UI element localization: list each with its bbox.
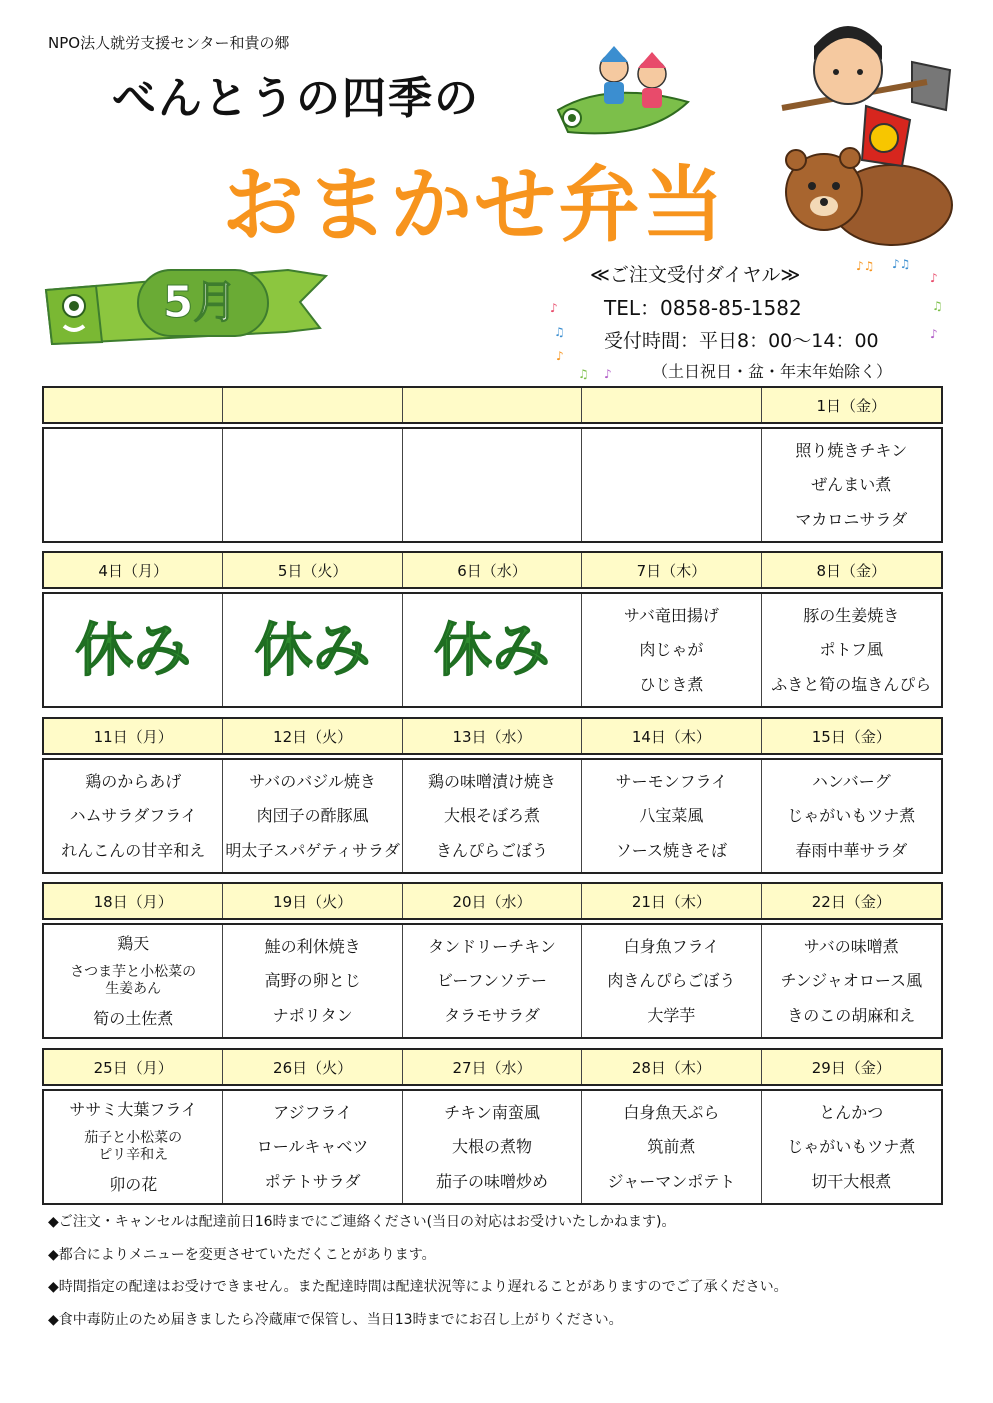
note-item: ◆都合によりメニューを変更させていただくことがあります。 <box>48 1246 436 1263</box>
date-header: 27日（水） <box>403 1050 582 1084</box>
day-menu-cell <box>403 1091 582 1203</box>
svg-text:♫: ♫ <box>932 299 943 313</box>
day-menu-cell <box>582 429 761 541</box>
note-item: ◆ご注文・キャンセルは配達前日16時までにご連絡ください(当日の対応はお受けいたしかねます)。 <box>48 1214 676 1230</box>
date-header: 21日（木） <box>582 884 761 918</box>
note-item: ◆食中毒防止のため届きましたら冷蔵庫で保管し、当日13時までにお召し上がりください。 <box>48 1311 623 1328</box>
date-header <box>44 388 223 422</box>
day-menu-cell <box>582 925 761 1037</box>
date-header-row <box>42 1048 943 1086</box>
date-header: 7日（木） <box>582 553 761 587</box>
date-header-row <box>42 882 943 920</box>
dish-item: ポトフ風 <box>819 640 884 660</box>
organization-name: NPO法人就労支援センター和貴の郷 <box>48 34 290 52</box>
svg-text:♫: ♫ <box>578 367 589 381</box>
dish-item: 茄子と小松菜の ピリ辛和え <box>84 1129 183 1163</box>
date-header: 29日（金） <box>811 1058 891 1077</box>
dish-item: ロールキャベツ <box>256 1137 369 1157</box>
dish-item: れんこんの甘辛和え <box>61 841 206 861</box>
dish-item: ひじき煮 <box>639 675 704 695</box>
date-header: 15日（金） <box>811 727 891 746</box>
menu-row <box>42 592 943 708</box>
dish-item: ナポリタン <box>272 1006 353 1026</box>
day-menu-cell <box>403 925 582 1037</box>
menu-row <box>42 1089 943 1205</box>
dish-item: 豚の生姜焼き <box>803 605 900 625</box>
day-menu-cell <box>403 594 582 706</box>
day-menu-cell <box>223 429 402 541</box>
date-header: 13日（水） <box>403 719 582 753</box>
dish-item: ハムサラダフライ <box>69 806 197 826</box>
day-menu-cell <box>762 594 941 706</box>
menu-row <box>42 427 943 543</box>
svg-text:♪: ♪ <box>930 271 938 285</box>
week-block <box>42 386 943 543</box>
svg-text:♪: ♪ <box>556 349 564 363</box>
dish-item: サバ竜田揚げ <box>623 605 719 625</box>
svg-text:♪: ♪ <box>550 301 558 315</box>
day-menu-cell <box>762 429 941 541</box>
date-header: 6日（水） <box>403 553 582 587</box>
dish-item: 茄子の味噌炒め <box>435 1172 548 1192</box>
contact-note: （土日祝日・盆・年末年始除く） <box>652 362 893 381</box>
dish-item: 肉じゃが <box>639 640 704 660</box>
date-header: 18日（月） <box>44 884 223 918</box>
day-menu-cell <box>223 594 402 706</box>
month-label: 5月 <box>162 277 238 328</box>
dish-item: 照り焼きチキン <box>795 440 908 460</box>
dish-item: チキン南蛮風 <box>444 1102 540 1122</box>
dish-item: じゃがいもツナ煮 <box>787 1137 916 1157</box>
date-header: 19日（火） <box>223 884 402 918</box>
date-header: 4日（月） <box>44 553 223 587</box>
notes-list <box>48 1212 788 1342</box>
menu-row <box>42 758 943 874</box>
dish-item: ビーフンソテー <box>437 971 547 991</box>
week-block <box>42 1048 943 1205</box>
dish-item: 春雨中華サラダ <box>795 841 908 861</box>
dish-item: 肉きんぴらごぼう <box>607 971 736 991</box>
dish-item: じゃがいもツナ煮 <box>787 806 916 826</box>
contact-hours: 受付時間：平日8：00～14：00 <box>604 330 879 352</box>
day-menu-cell <box>44 925 223 1037</box>
dish-item: ジャーマンポテト <box>607 1172 736 1192</box>
children-riding-carp-icon <box>548 40 698 150</box>
date-header: 25日（月） <box>44 1050 223 1084</box>
dish-item: 切干大根煮 <box>811 1172 892 1192</box>
dish-item: 高野の卵とじ <box>264 971 361 991</box>
date-header: 11日（月） <box>44 719 223 753</box>
dish-item: 鶏のからあげ <box>85 771 182 791</box>
dish-item: サバのバジル焼き <box>249 771 376 791</box>
week-block <box>42 717 943 874</box>
svg-text:♪: ♪ <box>930 327 938 341</box>
date-header: 12日（火） <box>223 719 402 753</box>
dish-item: ふきと筍の塩きんぴら <box>771 675 932 695</box>
note-item: ◆時間指定の配達はお受けできません。また配達時間は配達状況等により遅れることがありますのでご了承ください。 <box>48 1279 788 1295</box>
date-header: 1日（金） <box>816 396 887 415</box>
contact-phone: TEL：0858-85-1582 <box>604 296 802 320</box>
date-header: 28日（木） <box>582 1050 761 1084</box>
day-menu-cell <box>44 1091 223 1203</box>
kintaro-on-bear-icon <box>762 10 962 250</box>
dish-item: サーモンフライ <box>615 771 728 791</box>
dish-item: マカロニサラダ <box>795 510 908 530</box>
dish-item: 明太子スパゲティサラダ <box>225 841 400 861</box>
day-menu-cell <box>223 1091 402 1203</box>
date-header: 26日（火） <box>223 1050 402 1084</box>
date-header-row <box>42 551 943 589</box>
date-header <box>223 388 402 422</box>
svg-text:♪♫: ♪♫ <box>892 257 911 271</box>
day-menu-cell <box>223 760 402 872</box>
dish-item: 鶏の味噌漬け焼き <box>427 771 556 791</box>
dish-item: タラモサラダ <box>444 1006 540 1026</box>
date-header: 8日（金） <box>816 561 887 580</box>
date-header: 14日（木） <box>582 719 761 753</box>
dish-item: 白身魚天ぷら <box>623 1102 720 1122</box>
dish-item: 八宝菜風 <box>639 806 704 826</box>
dish-item: きのこの胡麻和え <box>787 1006 916 1026</box>
day-menu-cell <box>582 594 761 706</box>
date-header <box>582 388 761 422</box>
date-header-row <box>42 717 943 755</box>
dish-item: サバの味噌煮 <box>803 936 899 956</box>
dish-item: 肉団子の酢豚風 <box>256 806 369 826</box>
week-block <box>42 551 943 708</box>
contact-heading: ≪ご注文受付ダイヤル≫ <box>590 264 801 286</box>
svg-text:♪: ♪ <box>604 367 612 381</box>
week-block <box>42 882 943 1039</box>
day-menu-cell <box>762 1091 941 1203</box>
dish-item: アジフライ <box>273 1102 353 1122</box>
date-header: 20日（水） <box>403 884 582 918</box>
date-header: 5日（火） <box>223 553 402 587</box>
menu-row <box>42 923 943 1039</box>
dish-item: チンジャオロース風 <box>780 971 923 991</box>
day-menu-cell <box>223 925 402 1037</box>
dish-item: 筑前煮 <box>647 1137 696 1157</box>
dish-item: 鮭の利休焼き <box>264 936 361 956</box>
dish-item: ハンバーグ <box>811 771 891 791</box>
dish-item: ポテトサラダ <box>264 1172 361 1192</box>
day-menu-cell <box>762 760 941 872</box>
date-header-row <box>42 386 943 424</box>
closed-label: 休み <box>254 616 371 684</box>
closed-label: 休み <box>433 616 550 684</box>
day-menu-cell <box>403 429 582 541</box>
day-menu-cell <box>762 925 941 1037</box>
day-menu-cell <box>44 594 223 706</box>
date-header <box>403 388 582 422</box>
dish-item: 鶏天 <box>117 934 150 954</box>
dish-item: 筍の土佐煮 <box>93 1008 174 1028</box>
dish-item: 白身魚フライ <box>623 936 720 956</box>
dish-item: 卯の花 <box>109 1174 158 1194</box>
day-menu-cell <box>44 429 223 541</box>
svg-text:♪♫: ♪♫ <box>856 259 875 273</box>
dish-item: さつま芋と小松菜の 生姜あん <box>70 963 197 997</box>
dish-item: きんぴらごぼう <box>435 841 548 861</box>
svg-text:♫: ♫ <box>554 325 565 339</box>
closed-label: 休み <box>75 616 192 684</box>
dish-item: ソース焼きそば <box>615 841 727 861</box>
day-menu-cell <box>44 760 223 872</box>
menu-subtitle: べんとうの四季の <box>112 73 480 124</box>
day-menu-cell <box>403 760 582 872</box>
page-title: おまかせ弁当 <box>222 158 727 253</box>
dish-item: 大根そぼろ煮 <box>443 806 540 826</box>
dish-item: タンドリーチキン <box>428 936 556 956</box>
dish-item: とんかつ <box>819 1102 884 1122</box>
dish-item: 大根の煮物 <box>451 1137 532 1157</box>
dish-item: ぜんまい煮 <box>811 475 892 495</box>
day-menu-cell <box>582 1091 761 1203</box>
dish-item: 大学芋 <box>647 1006 696 1026</box>
date-header: 22日（金） <box>811 892 891 911</box>
dish-item: ササミ大葉フライ <box>69 1100 197 1120</box>
day-menu-cell <box>582 760 761 872</box>
